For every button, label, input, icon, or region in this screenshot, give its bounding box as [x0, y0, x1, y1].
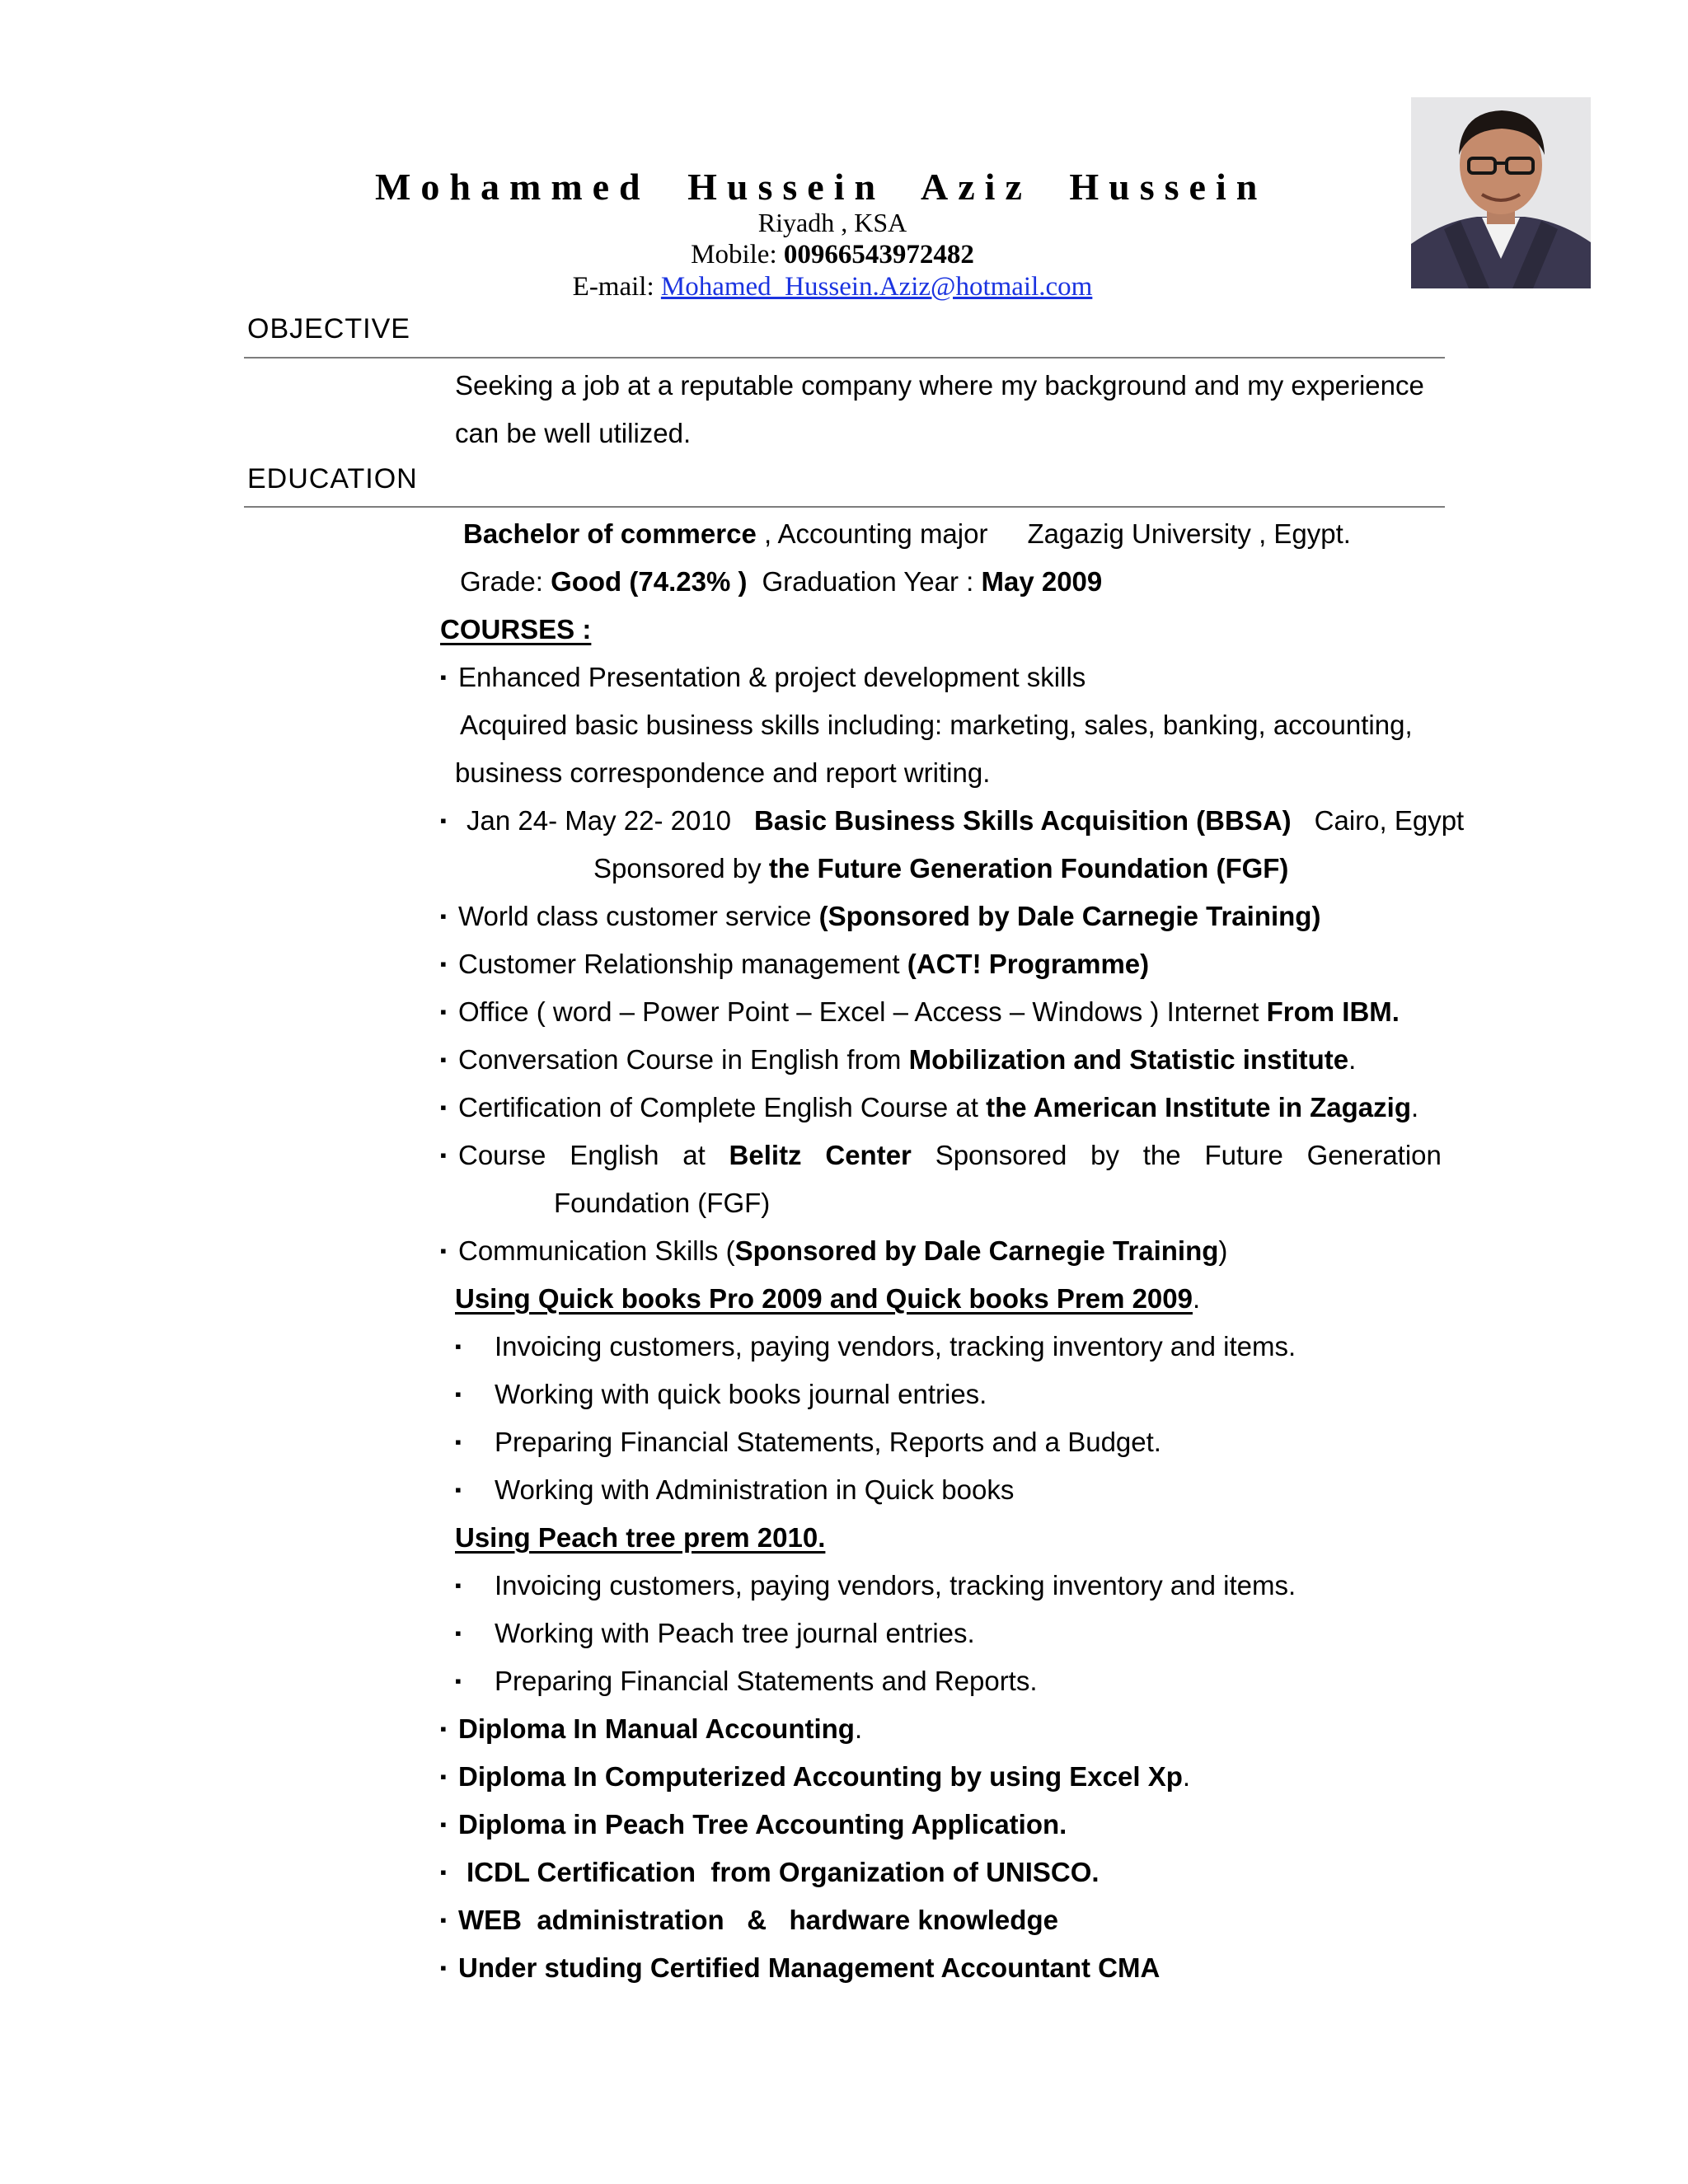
list-item [455, 1330, 1296, 1363]
bullet-icon: ▪ [440, 1718, 447, 1739]
word: by [1090, 1140, 1119, 1170]
list-item-text: Preparing Financial Statements, Reports and a Budget. [495, 1427, 1161, 1457]
course-item [440, 948, 1149, 981]
mobile-label: Mobile: [691, 240, 777, 269]
quickbooks-heading: Using Quick books Pro 2009 and Quick books Prem 2009 [455, 1283, 1193, 1314]
diploma-text-end: . [1182, 1761, 1191, 1792]
grade-value: Good (74.23% ) [551, 566, 748, 597]
course-text: Conversation Course in English from [458, 1044, 909, 1075]
course-text: Customer Relationship management [458, 949, 907, 979]
graduation-label: Graduation Year : [762, 566, 982, 597]
sponsor-label: Sponsored by [593, 853, 769, 883]
word: Belitz [729, 1140, 802, 1170]
grade-label: Grade: [460, 566, 551, 597]
word: English [570, 1140, 659, 1170]
diploma-text: Under studing Certified Management Accountant CMA [458, 1952, 1160, 1983]
word: the [1142, 1140, 1181, 1170]
word: Future [1204, 1140, 1283, 1170]
bullet-icon: ▪ [455, 1336, 462, 1357]
objective-divider [244, 357, 1445, 359]
diploma-text: ICDL Certification from Organization of UNISCO. [467, 1857, 1100, 1887]
list-item-text: Working with Peach tree journal entries. [495, 1618, 975, 1648]
list-item [455, 1569, 1296, 1602]
mobile-number: 00966543972482 [783, 240, 974, 269]
course-item [440, 900, 1320, 933]
course-sponsor-line [593, 852, 1288, 885]
list-item [455, 1426, 1161, 1459]
university: Zagazig University , Egypt. [1027, 518, 1351, 549]
course-item [440, 1043, 1356, 1076]
course-description-1: Acquired basic business skills including: marketing, sales, banking, accounting, [460, 710, 1413, 740]
list-item [455, 1378, 987, 1411]
diploma-item [440, 1904, 1058, 1937]
diploma-text-end: . [854, 1713, 863, 1744]
course-text-end: ) [1218, 1235, 1228, 1266]
list-item-text: Preparing Financial Statements and Reports. [495, 1666, 1038, 1696]
word: at [682, 1140, 706, 1170]
bullet-icon: ▪ [440, 1097, 447, 1118]
course-text: Communication Skills ( [458, 1235, 735, 1266]
grade-line [460, 565, 1102, 598]
course-date: Jan 24- May 22- 2010 [467, 805, 732, 836]
course-item [440, 1139, 1442, 1172]
bullet-icon: ▪ [440, 1862, 447, 1882]
course-item [440, 996, 1400, 1029]
course-description-2: business correspondence and report writing. [455, 757, 991, 788]
graduation-year: May 2009 [981, 566, 1103, 597]
course-title: Basic Business Skills Acquisition (BBSA) [754, 805, 1292, 836]
word: Generation [1306, 1140, 1442, 1170]
course-text-end: . [1348, 1044, 1357, 1075]
degree-line [463, 518, 1351, 551]
list-item-text: Working with Administration in Quick books [495, 1474, 1015, 1505]
location: Riyadh , KSA [757, 208, 907, 237]
diploma-item [440, 1760, 1190, 1793]
bullet-icon: ▪ [440, 667, 447, 687]
list-item [455, 1617, 975, 1650]
diploma-text: WEB administration & hardware knowledge [458, 1905, 1058, 1935]
objective-line-1: Seeking a job at a reputable company where my background and my experience [455, 370, 1424, 401]
course-text-end: . [1411, 1092, 1419, 1122]
bullet-icon: ▪ [440, 1910, 447, 1930]
diploma-item [440, 1808, 1067, 1841]
email-link[interactable]: Mohamed_Hussein.Aziz@hotmail.com [660, 272, 1093, 302]
course-justified-line [440, 1139, 1442, 1172]
bullet-icon: ▪ [440, 1145, 447, 1165]
word: Sponsored [935, 1140, 1067, 1170]
bullet-icon: ▪ [455, 1623, 462, 1643]
peachtree-heading: Using Peach tree prem 2010. [455, 1522, 826, 1553]
diploma-item [440, 1856, 1100, 1889]
mobile-line [478, 240, 1187, 270]
bullet-icon: ▪ [440, 1766, 447, 1787]
sponsor-name: the Future Generation Foundation (FGF) [768, 853, 1289, 883]
course-continuation: Foundation (FGF) [554, 1188, 771, 1218]
course-provider: Mobilization and Statistic institute [908, 1044, 1349, 1075]
course-provider: From IBM. [1266, 996, 1400, 1027]
bullet-icon: ▪ [455, 1479, 462, 1500]
education-heading: EDUCATION [247, 463, 418, 494]
heading-end: . [1193, 1283, 1201, 1314]
degree: Bachelor of commerce [463, 518, 757, 549]
bullet-icon: ▪ [455, 1575, 462, 1596]
word: Course [458, 1140, 546, 1170]
diploma-item [440, 1952, 1160, 1985]
email-label: E-mail: [572, 272, 654, 302]
bullet-icon: ▪ [440, 1001, 447, 1022]
profile-photo [1411, 97, 1591, 288]
course-place: Cairo, Egypt [1314, 805, 1465, 836]
course-item [440, 661, 1085, 694]
course-sponsor: (Sponsored by Dale Carnegie Training) [818, 901, 1321, 931]
course-sponsor: Sponsored by Dale Carnegie Training [734, 1235, 1219, 1266]
diploma-text: Diploma In Manual Accounting [458, 1713, 855, 1744]
list-item-text: Invoicing customers, paying vendors, tracking inventory and items. [495, 1570, 1296, 1601]
course-item [440, 1091, 1418, 1124]
email-line [478, 272, 1187, 302]
bullet-icon: ▪ [455, 1384, 462, 1404]
course-text: Certification of Complete English Course at [458, 1092, 987, 1122]
course-text: World class customer service [458, 901, 819, 931]
bullet-icon: ▪ [440, 1957, 447, 1978]
diploma-text: Diploma In Computerized Accounting by using Excel Xp [458, 1761, 1183, 1792]
course-text: Office ( word – Power Point – Excel – Access – Windows ) Internet [458, 996, 1267, 1027]
bullet-icon: ▪ [455, 1671, 462, 1691]
list-item [455, 1474, 1014, 1507]
bullet-icon: ▪ [440, 954, 447, 974]
bullet-icon: ▪ [440, 1240, 447, 1261]
bullet-icon: ▪ [440, 1049, 447, 1070]
course-item [440, 804, 1464, 837]
objective-heading: OBJECTIVE [247, 313, 410, 344]
list-item-text: Invoicing customers, paying vendors, tracking inventory and items. [495, 1331, 1296, 1361]
objective-line-2: can be well utilized. [455, 418, 692, 448]
course-program: (ACT! Programme) [907, 949, 1150, 979]
bullet-icon: ▪ [440, 810, 447, 831]
education-divider [244, 506, 1445, 508]
course-provider: the American Institute in Zagazig [986, 1092, 1411, 1122]
word: Center [825, 1140, 912, 1170]
major: , Accounting major [756, 518, 988, 549]
bullet-icon: ▪ [440, 906, 447, 926]
list-item-text: Working with quick books journal entries. [495, 1379, 987, 1409]
diploma-item [440, 1713, 862, 1746]
list-item [455, 1665, 1038, 1698]
diploma-text: Diploma in Peach Tree Accounting Application. [458, 1809, 1067, 1840]
courses-heading: COURSES : [440, 614, 592, 644]
candidate-name: Mohammed Hussein Aziz Hussein [375, 166, 1268, 208]
bullet-icon: ▪ [455, 1432, 462, 1452]
course-text: Enhanced Presentation & project development skills [458, 662, 1086, 692]
bullet-icon: ▪ [440, 1814, 447, 1835]
course-item [440, 1235, 1227, 1268]
quickbooks-heading-line [455, 1282, 1200, 1315]
